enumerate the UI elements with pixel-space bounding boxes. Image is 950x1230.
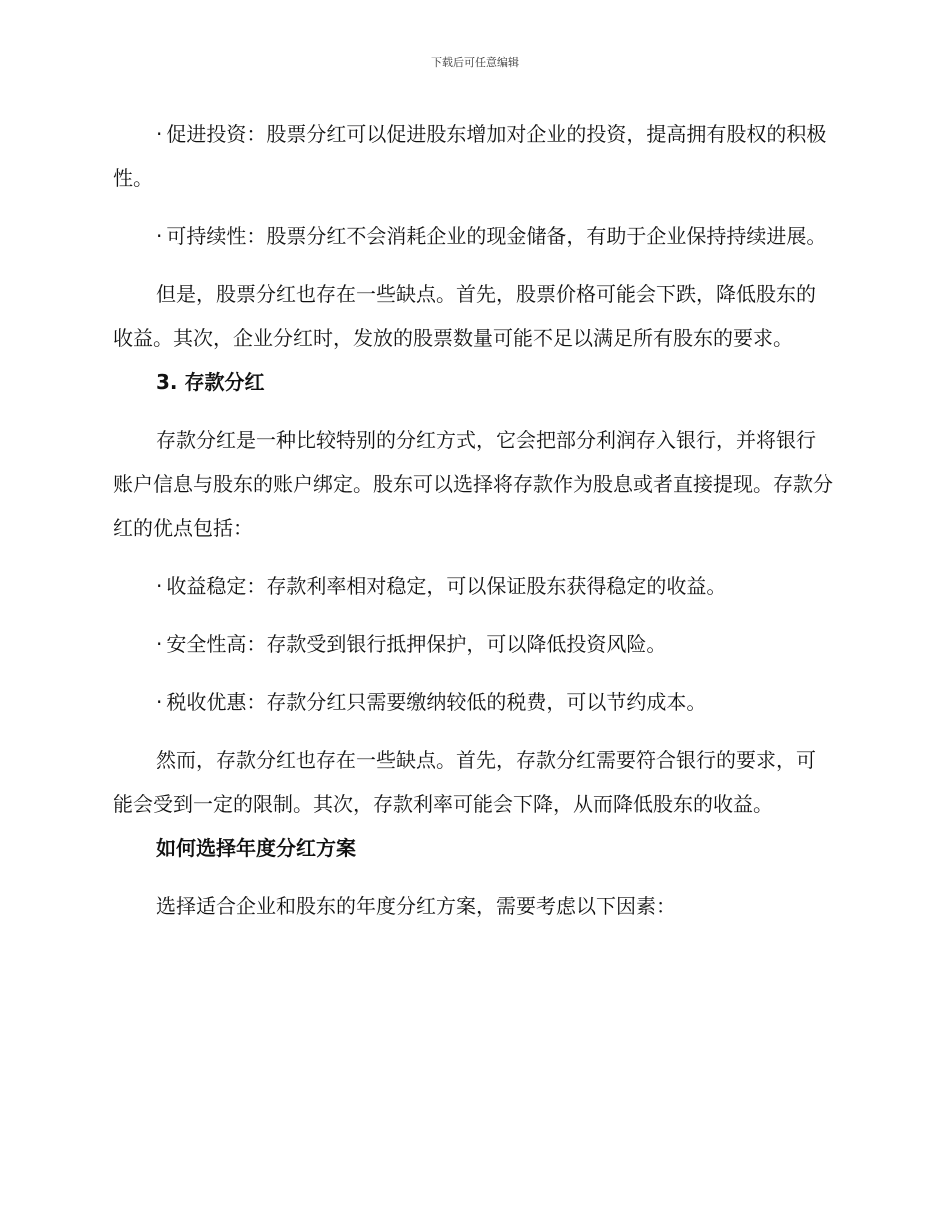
paragraph: 存款分红是一种比较特别的分红方式，它会把部分利润存入银行，并将银行账户信息与股东的账户绑定。股东可以选择将存款作为股息或者直接提现。存款分红的优点包括： (113, 428, 833, 540)
paragraph: 然而，存款分红也存在一些缺点。首先，存款分红需要符合银行的要求，可能会受到一定的限制。其次，存款利率可能会下降，从而降低股东的收益。 (113, 748, 816, 816)
bullet-symbol: · (156, 632, 163, 656)
page-header: 下载后可任意编辑 (431, 56, 519, 69)
bullet-symbol: · (156, 690, 163, 714)
bullet-item (113, 680, 833, 724)
bullet-text: 收益稳定：存款利率相对稳定，可以保证股东获得稳定的收益。 (166, 574, 727, 598)
bullet-text: 税收优惠：存款分红只需要缴纳较低的税费，可以节约成本。 (166, 690, 707, 714)
section-heading: 如何选择年度分红方案 (156, 836, 356, 860)
document-body (113, 112, 833, 928)
bullet-item (113, 622, 833, 666)
bullet-symbol: · (156, 122, 163, 146)
bullet-text: 促进投资：股票分红可以促进股东增加对企业的投资，提高拥有股权的积极性。 (113, 122, 827, 190)
bullet-item (113, 564, 833, 608)
bullet-symbol: · (156, 224, 163, 248)
bullet-item (113, 214, 833, 258)
bullet-text: 可持续性：股票分红不会消耗企业的现金储备，有助于企业保持持续进展。 (166, 224, 827, 248)
paragraph: 但是，股票分红也存在一些缺点。首先，股票价格可能会下跌，降低股东的收益。其次，企业分红时，发放的股票数量可能不足以满足所有股东的要求。 (113, 282, 816, 350)
bullet-symbol: · (156, 574, 163, 598)
section-heading: 3. 存款分红 (156, 370, 265, 394)
paragraph: 选择适合企业和股东的年度分红方案，需要考虑以下因素： (156, 894, 676, 918)
bullet-text: 安全性高：存款受到银行抵押保护，可以降低投资风险。 (166, 632, 667, 656)
bullet-item (113, 112, 833, 200)
